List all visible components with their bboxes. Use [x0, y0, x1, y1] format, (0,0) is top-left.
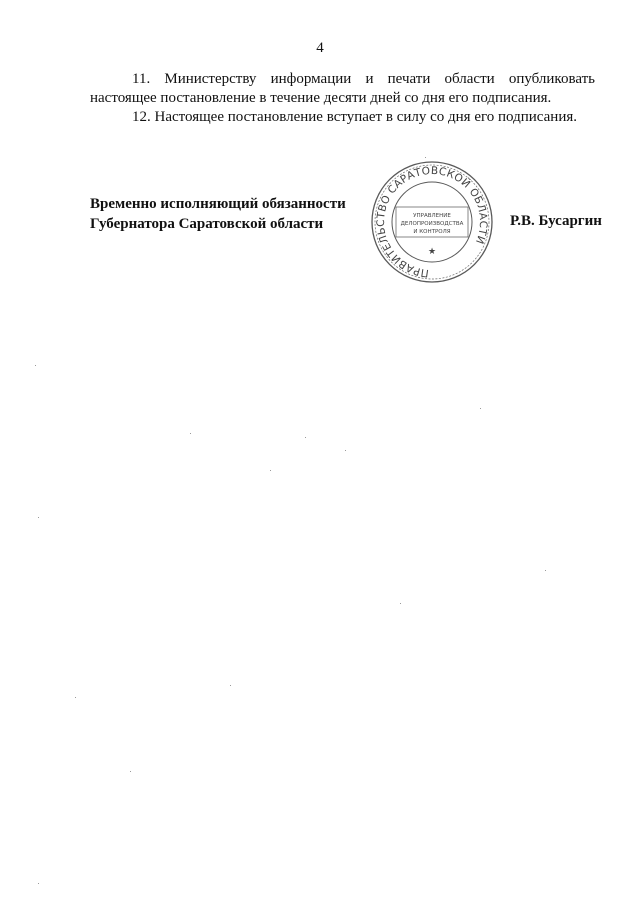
scan-speck: [190, 433, 191, 434]
scan-speck: [305, 437, 306, 438]
scan-speck: [38, 883, 39, 884]
scan-speck: [270, 470, 271, 471]
scan-speck: [545, 570, 546, 571]
signer-title-line-1: Временно исполняющий обязанности: [90, 196, 346, 212]
scan-speck: [230, 685, 231, 686]
paragraph-11: 11. Министерству информации и печати области опубликовать настоящее постановление в течение десяти дней со дня его подписания.: [90, 71, 595, 106]
signer-title: [90, 194, 370, 234]
seal-outer-text: ПРАВИТЕЛЬСТВО САРАТОВСКОЙ ОБЛАСТИ: [374, 164, 490, 279]
paragraph-12: 12. Настоящее постановление вступает в силу со дня его подписания.: [132, 109, 578, 125]
scan-speck: [38, 517, 39, 518]
scan-speck: [75, 697, 76, 698]
seal-star-icon: ★: [427, 247, 437, 257]
seal-inner-line-2: ДЕЛОПРОИЗВОДСТВА: [400, 221, 464, 227]
scan-speck: [130, 771, 131, 772]
scan-speck: [345, 450, 346, 451]
scan-speck: [400, 603, 401, 604]
document-body: [90, 70, 595, 127]
seal-inner-line-1: УПРАВЛЕНИЕ: [413, 213, 451, 219]
official-seal: [370, 160, 494, 284]
signer-title-line-2: Губернатора Саратовской области: [90, 216, 324, 232]
scan-speck: [425, 157, 426, 158]
scan-speck: [35, 365, 36, 366]
page-number: 4: [316, 40, 324, 56]
seal-inner-line-3: И КОНТРОЛЯ: [413, 229, 451, 235]
signer-name: Р.В. Бусаргин: [510, 213, 602, 229]
scan-speck: [480, 408, 481, 409]
